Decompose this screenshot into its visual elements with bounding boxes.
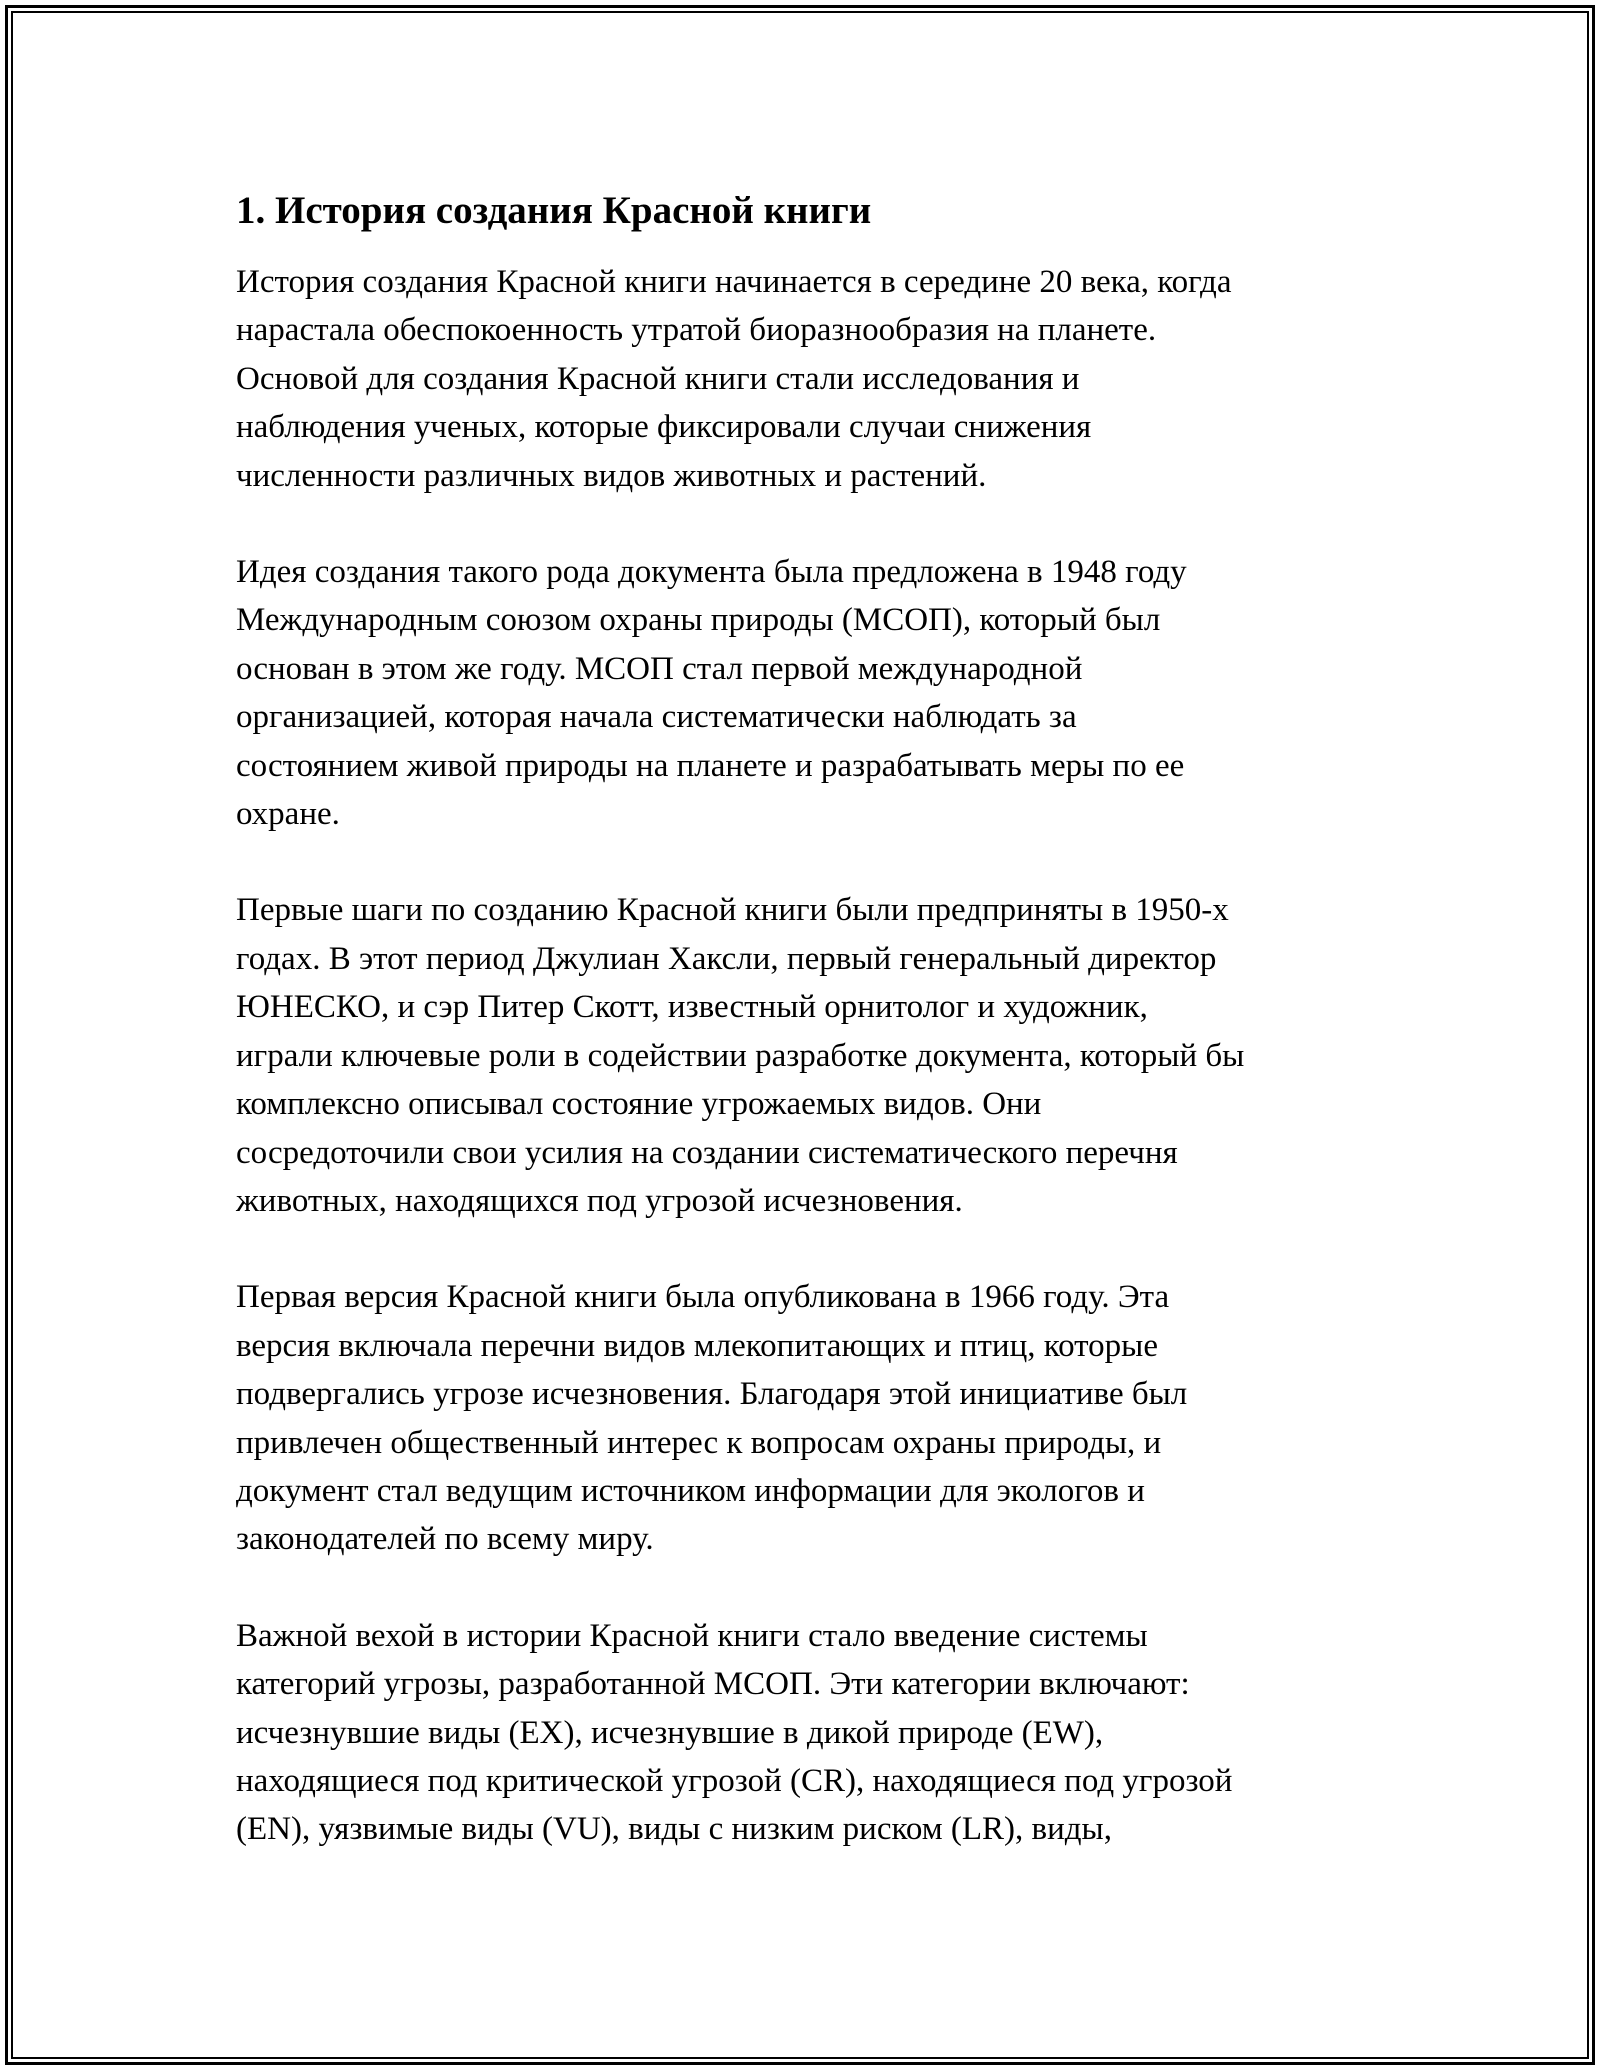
paragraph-3: Первые шаги по созданию Красной книги были предприняты в 1950-х годах. В этот период Джулиан Хаксли, первый генеральный директор ЮНЕСКО, и сэр Питер Скотт, известный орнитолог и художник, играли ключевые роли в содействии разработке документа, который бы комплексно описывал состояние угрожаемых видов. Они сосредоточили свои усилия на создании систематического перечня животных, находящихся под угрозой исчезновения. [236,892,1245,1219]
paragraph-2: Идея создания такого рода документа была предложена в 1948 году Международным союзом охраны природы (МСОП), который был основан в этом же году. МСОП стал первой международной организацией, которая начала систематически наблюдать за состоянием живой природы на планете и разрабатывать меры по ее охране. [236,554,1187,833]
paragraph-1: История создания Красной книги начинается в середине 20 века, когда нарастала обеспокоенность утратой биоразнообразия на планете. Основой для создания Красной книги стали исследования и наблюдения ученых, которые фиксировали случаи снижения численности различных видов животных и растений. [236,264,1232,494]
document-body [236,186,1376,1902]
section-heading: 1. История создания Красной книги [236,189,872,232]
paragraph-4: Первая версия Красной книги была опубликована в 1966 году. Эта версия включала перечни видов млекопитающих и птиц, которые подвергались угрозе исчезновения. Благодаря этой инициативе был привлечен общественный интерес к вопросам охраны природы, и документ стал ведущим источником информации для экологов и законодателей по всему миру. [236,1279,1188,1558]
paragraph-5: Важной вехой в истории Красной книги стало введение системы категорий угрозы, разработанной МСОП. Эти категории включают: исчезнувшие виды (EX), исчезнувшие в дикой природе (EW), находящиеся под критической угрозой (CR), находящиеся под угрозой (EN), уязвимые виды (VU), виды с низким риском (LR), виды, [236,1617,1233,1848]
